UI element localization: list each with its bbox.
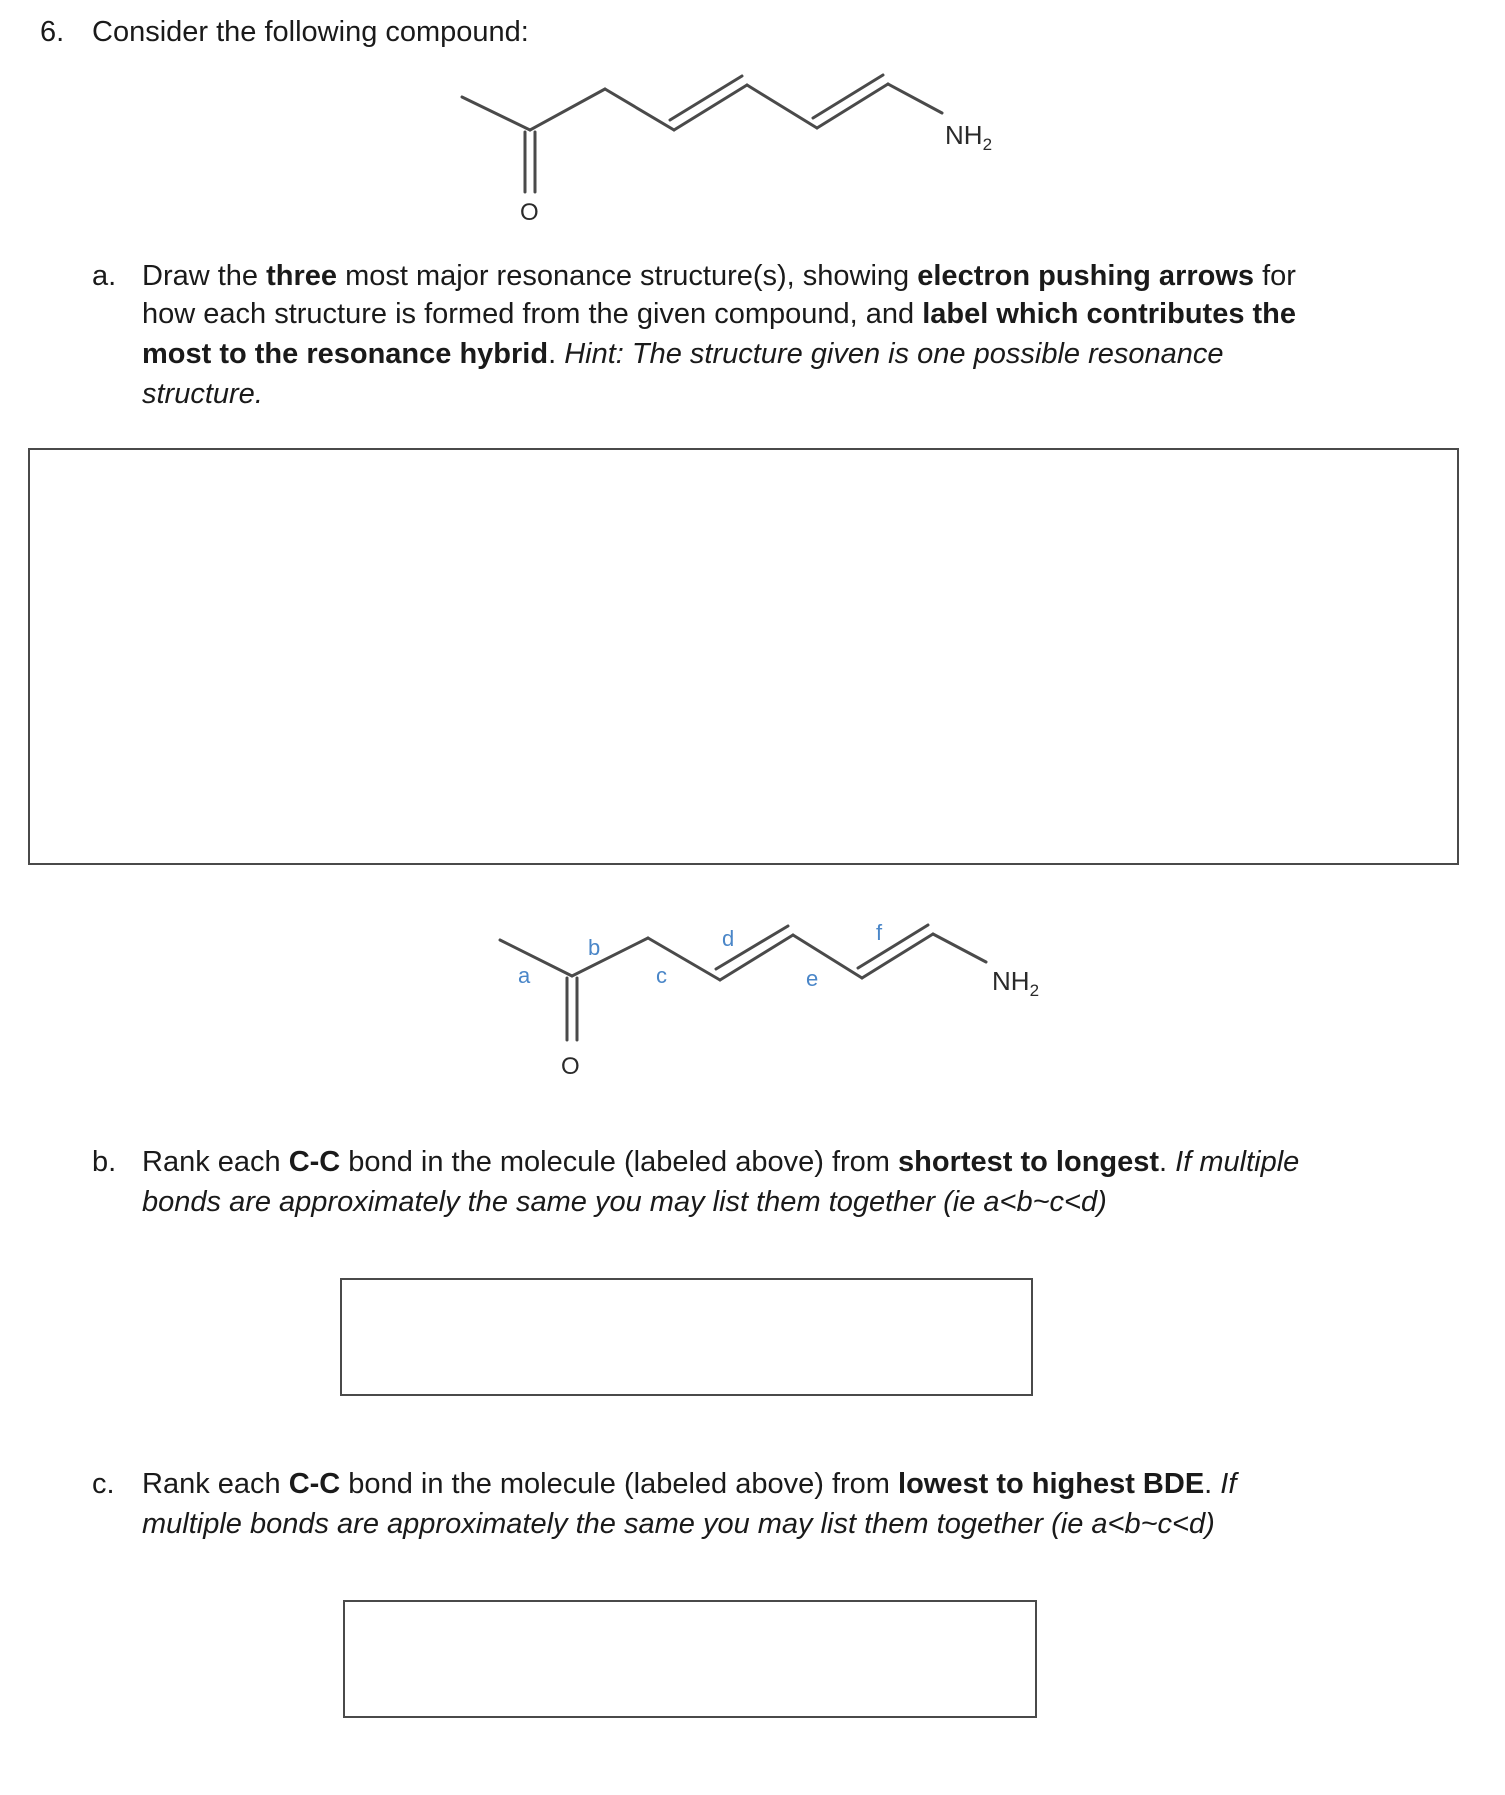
question-title: Consider the following compound: bbox=[92, 16, 529, 48]
bond-label-f: f bbox=[876, 920, 883, 945]
molecule-skeleton bbox=[462, 75, 942, 192]
part-a-line-1: Draw the three most major resonance structure(s), showing electron pushing arrows for bbox=[142, 260, 1296, 292]
part-c-letter: c. bbox=[92, 1468, 115, 1500]
part-c-line-2: multiple bonds are approximately the same you may list them together (ie a<b~c<d) bbox=[142, 1508, 1215, 1540]
labeled-molecule-skeleton bbox=[500, 925, 986, 1040]
part-a-line-4: structure. bbox=[142, 378, 263, 410]
answer-box-a[interactable] bbox=[28, 448, 1459, 865]
bond-label-c: c bbox=[656, 963, 667, 988]
amine-label: $NH_2$ bbox=[945, 120, 993, 154]
bond-label-a: a bbox=[518, 963, 531, 988]
part-b-line-1: Rank each C-C bond in the molecule (labeled above) from shortest to longest. If multiple bbox=[142, 1146, 1300, 1178]
part-b-line-2: bonds are approximately the same you may list them together (ie a<b~c<d) bbox=[142, 1186, 1107, 1218]
part-b-letter: b. bbox=[92, 1146, 117, 1178]
question-number: 6. bbox=[40, 16, 65, 48]
part-a-line-2: how each structure is formed from the given compound, and label which contributes the bbox=[142, 298, 1297, 330]
part-a-letter: a. bbox=[92, 260, 117, 292]
labeled-amine-label: $NH_2$ bbox=[992, 966, 1040, 1000]
oxygen-label: O bbox=[520, 199, 539, 226]
part-a-line-3: most to the resonance hybrid. Hint: The structure given is one possible resonance bbox=[142, 338, 1224, 370]
bond-label-b: b bbox=[588, 935, 601, 960]
labeled-oxygen-label: O bbox=[561, 1053, 580, 1080]
answer-box-b[interactable] bbox=[340, 1278, 1033, 1396]
bond-label-e: e bbox=[806, 966, 819, 991]
answer-box-c[interactable] bbox=[343, 1600, 1037, 1718]
bond-label-d: d bbox=[722, 926, 735, 951]
part-c-line-1: Rank each C-C bond in the molecule (labeled above) from lowest to highest BDE. If bbox=[142, 1468, 1237, 1500]
